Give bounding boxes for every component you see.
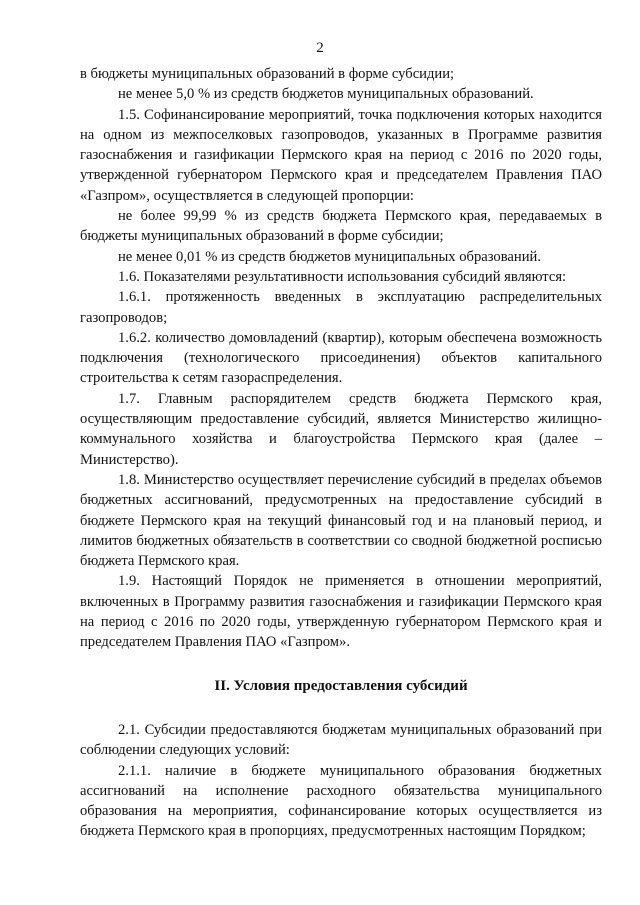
paragraph: не менее 5,0 % из средств бюджетов муниципальных образований. (118, 86, 534, 103)
paragraph: 2.1.1. наличие в бюджете муниципального образования бюджетных ассигнований на исполнение расходного обязательства муниципального образования на мероприятия, софинансирование которых осуществляется из бюджета Пермского края в пропорциях, предусмотренных настоящим Порядком; (80, 762, 602, 840)
paragraph: 1.9. Настоящий Порядок не применяется в отношении мероприятий, включенных в Программу развития газоснабжения и газификации Пермского края на период с 2016 по 2020 годы, утвержденную губернатором Пермского края и председателем Правления ПАО «Газпром». (80, 573, 602, 651)
document-body (80, 64, 602, 842)
paragraph: 1.6.2. количество домовладений (квартир), которым обеспечена возможность подключения (технологического присоединения) объектов капитального строительства к сетям газораспределения. (80, 329, 602, 387)
paragraph: 1.8. Министерство осуществляет перечисление субсидий в пределах объемов бюджетных ассигнований, предусмотренных на предоставление субсидий в бюджете Пермского края на текущий финансовый год и на плановый период, и лимитов бюджетных обязательств в соответствии со сводной бюджетной росписью бюджета Пермского края. (80, 471, 602, 570)
paragraphs-top (80, 64, 602, 653)
paragraphs-bottom (80, 720, 602, 842)
paragraph: в бюджеты муниципальных образований в форме субсидии; (80, 66, 455, 82)
paragraph: 1.7. Главным распорядителем средств бюджета Пермского края, осуществляющим предоставление субсидий, является Министерство жилищно-коммунального хозяйства и благоустройства Пермского края (далее – Министерство). (80, 390, 602, 468)
paragraph: не менее 0,01 % из средств бюджетов муниципальных образований. (118, 248, 541, 265)
section-heading: II. Условия предоставления субсидий (214, 677, 468, 694)
paragraph: 2.1. Субсидии предоставляются бюджетам муниципальных образований при соблюдении следующих условий: (80, 721, 602, 759)
paragraph: не более 99,99 % из средств бюджета Пермского края, передаваемых в бюджеты муниципальных образований в форме субсидии; (80, 208, 602, 245)
paragraph: 1.6. Показателями результативности использования субсидий являются: (118, 268, 567, 285)
page-number: 2 (316, 40, 324, 56)
paragraph: 1.6.1. протяженность введенных в эксплуатацию распределительных газопроводов; (80, 289, 602, 326)
paragraph: 1.5. Софинансирование мероприятий, точка подключения которых находится на одном из межпоселковых газопроводов, указанных в Программе развития газоснабжения и газификации Пермского края на период с 2016 по 2020 годы, утвержденной губернатором Пермского края и председателем Правления ПАО «Газпром», осуществляется в следующей пропорции: (80, 106, 602, 204)
